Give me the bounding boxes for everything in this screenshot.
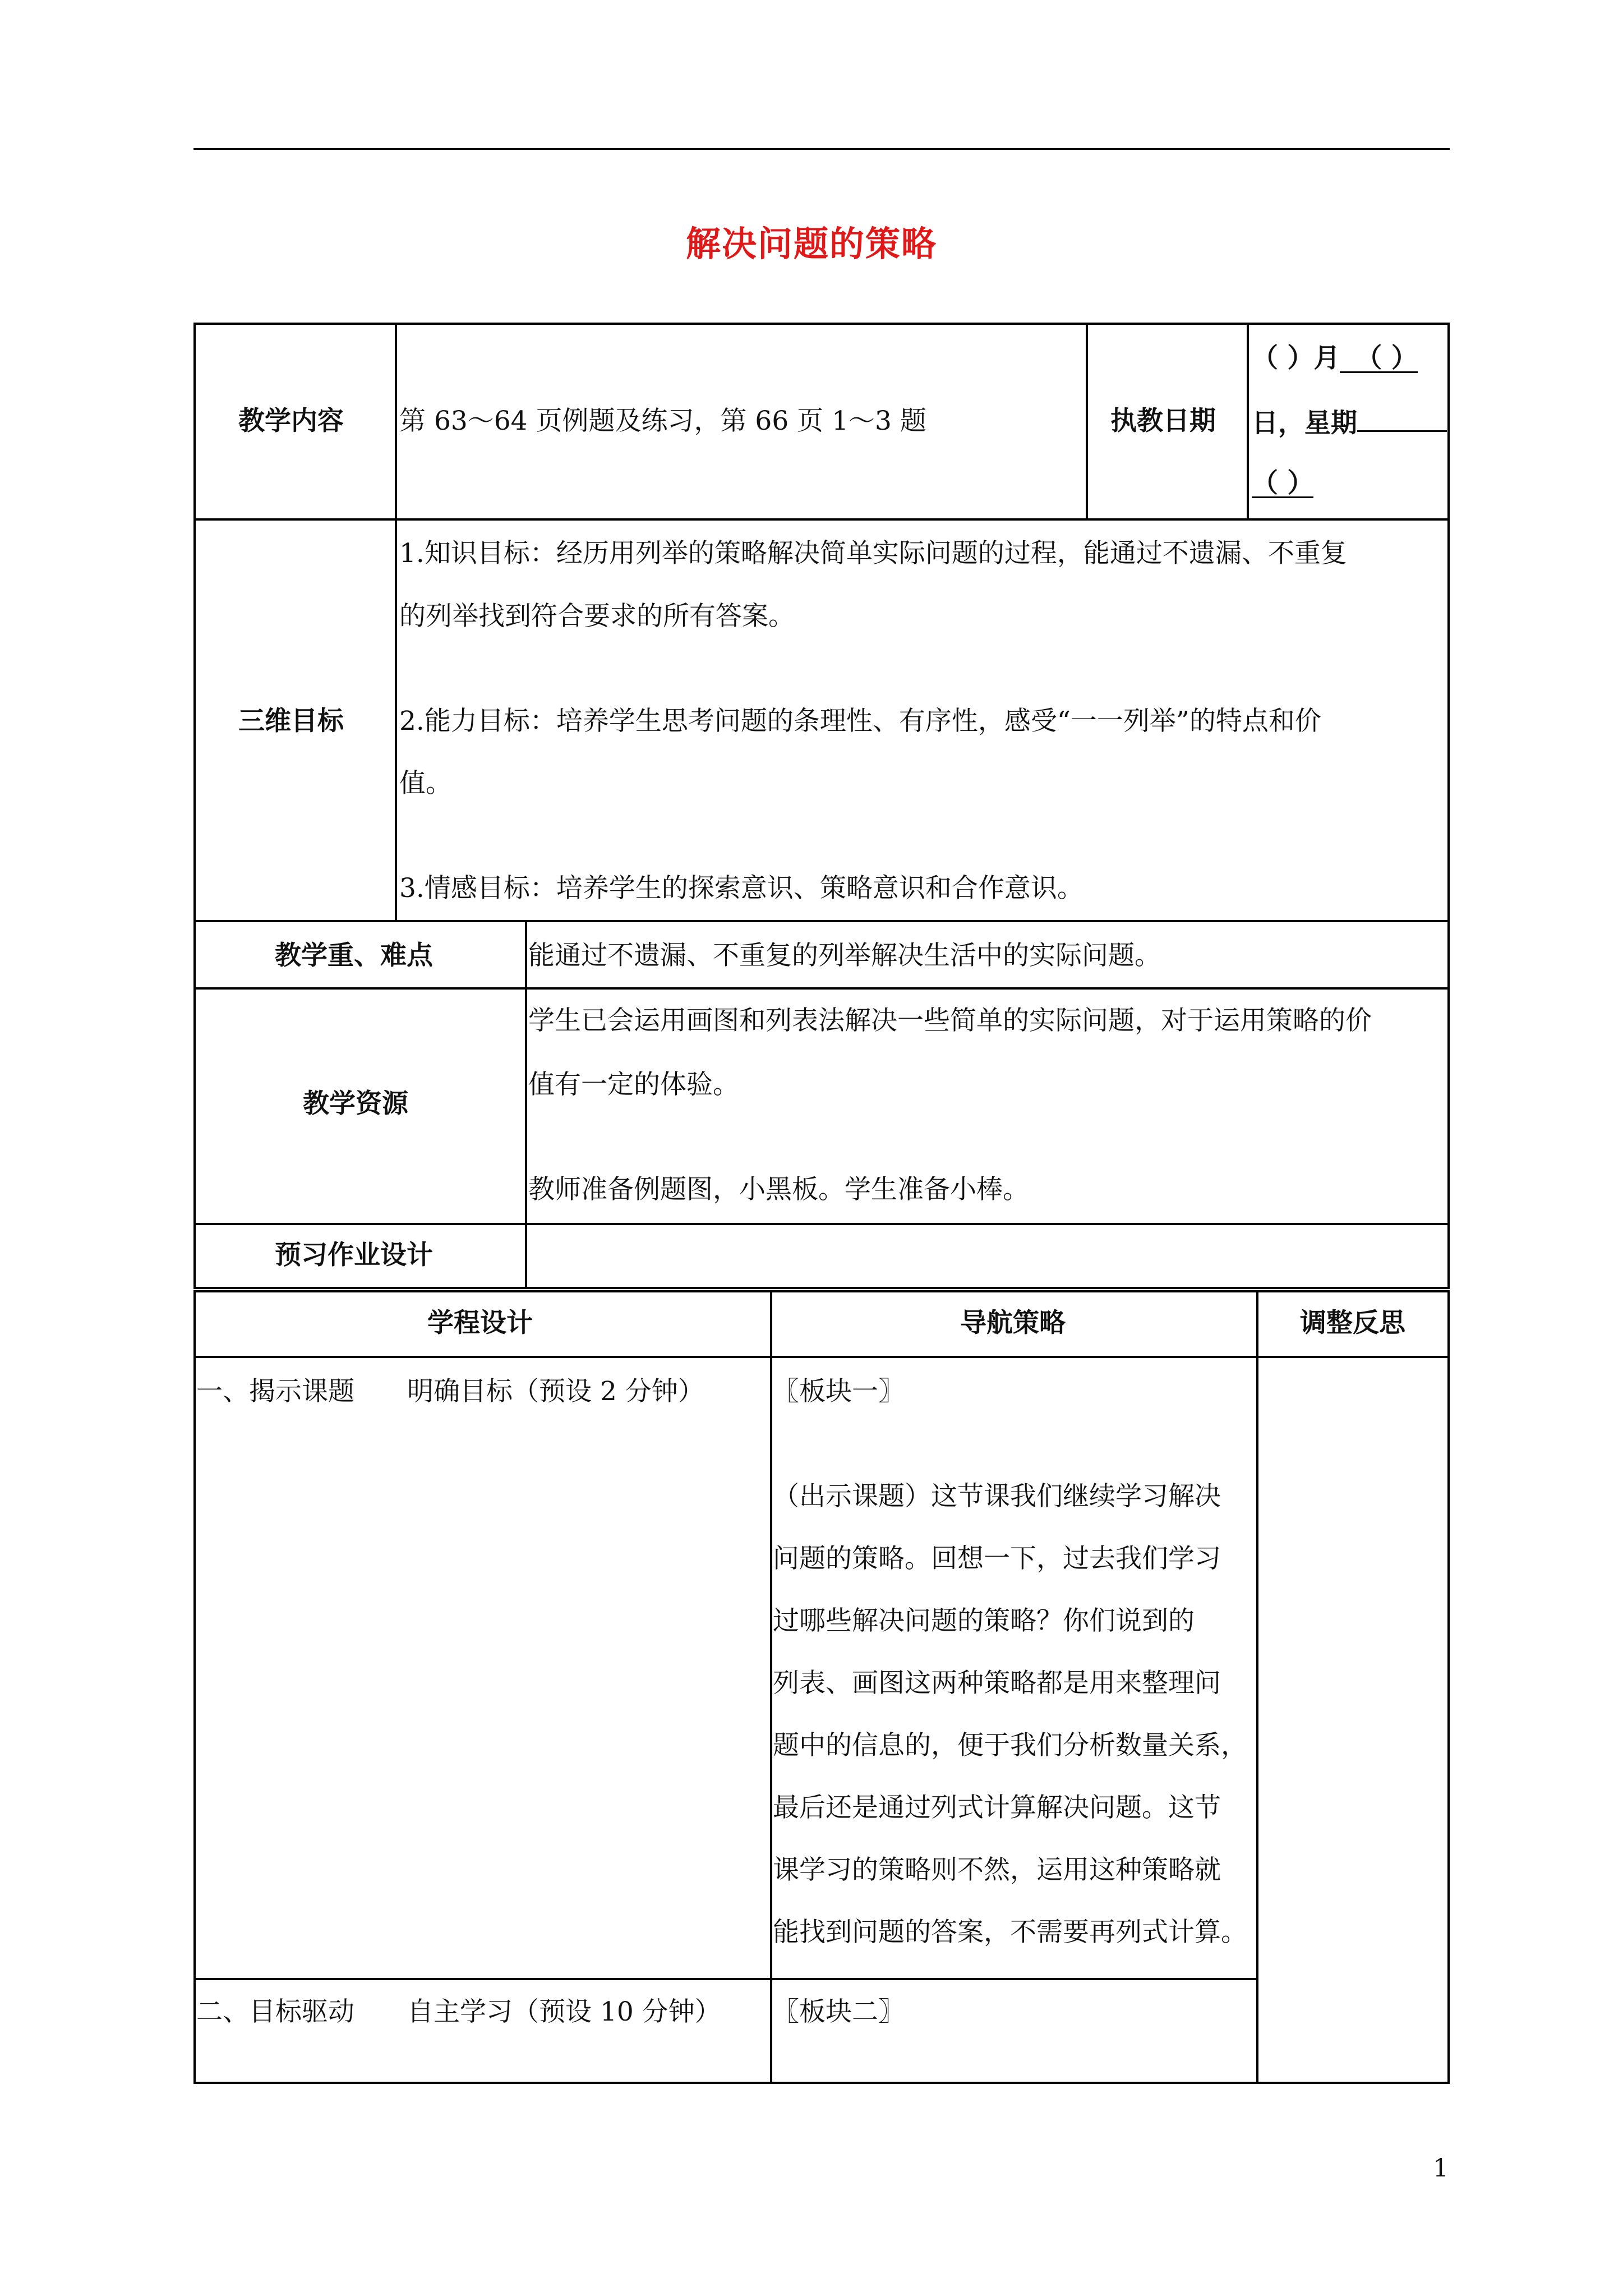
date-weekday-text: 日，星期 bbox=[1252, 408, 1357, 439]
goals-label: 三维目标 bbox=[238, 706, 344, 737]
section2-title: 二、目标驱动 自主学习（预设 10 分钟） bbox=[196, 1996, 721, 2027]
col-header-strategy: 导航策略 bbox=[960, 1308, 1066, 1338]
teaching-content-label: 教学内容 bbox=[238, 406, 344, 436]
section2-block-label: 〖板块二〗 bbox=[773, 1996, 905, 2027]
preview-label: 预习作业设计 bbox=[275, 1240, 433, 1271]
date-weekday-blank bbox=[1357, 408, 1447, 432]
header-rule bbox=[193, 148, 1450, 150]
section1-line2: 问题的策略。回想一下，过去我们学习 bbox=[773, 1543, 1221, 1574]
resources-line2: 值有一定的体验。 bbox=[528, 1069, 739, 1100]
resources-line1: 学生已会运用画图和列表法解决一些简单的实际问题，对于运用策略的价 bbox=[528, 1005, 1372, 1036]
goal-ability-line2: 值。 bbox=[399, 768, 452, 799]
section1-line5: 题中的信息的，便于我们分析数量关系， bbox=[773, 1730, 1247, 1761]
goal-knowledge-line2: 的列举找到符合要求的所有答案。 bbox=[399, 601, 795, 632]
goal-ability-line1: 2.能力目标：培养学生思考问题的条理性、有序性，感受“一一列举”的特点和价 bbox=[399, 706, 1321, 737]
section1-line8: 能找到问题的答案，不需要再列式计算。 bbox=[773, 1917, 1247, 1948]
section1-line6: 最后还是通过列式计算解决问题。这节 bbox=[773, 1792, 1221, 1823]
section1-title: 一、揭示课题 明确目标（预设 2 分钟） bbox=[196, 1376, 704, 1407]
section1-line7: 课学习的策略则不然，运用这种策略就 bbox=[773, 1855, 1221, 1885]
teaching-content-value: 第 63～64 页例题及练习，第 66 页 1～3 题 bbox=[399, 406, 926, 436]
date-weekday-paren bbox=[1252, 470, 1313, 498]
col-header-reflection: 调整反思 bbox=[1300, 1308, 1405, 1338]
page-number: 1 bbox=[1433, 2154, 1449, 2183]
date-weekday-paren-text: （ ） bbox=[1252, 468, 1314, 499]
section1-line3: 过哪些解决问题的策略？你们说到的 bbox=[773, 1605, 1195, 1636]
date-weekday-field bbox=[1252, 408, 1447, 439]
page-title: 解决问题的策略 bbox=[685, 223, 937, 264]
date-month-field bbox=[1252, 345, 1418, 373]
col-header-process: 学程设计 bbox=[427, 1308, 533, 1338]
goal-knowledge-line1: 1.知识目标：经历用列举的策略解决简单实际问题的过程，能通过不遗漏、不重复 bbox=[399, 538, 1347, 569]
section1-line4: 列表、画图这两种策略都是用来整理问 bbox=[773, 1668, 1221, 1699]
key-points-value: 能通过不遗漏、不重复的列举解决生活中的实际问题。 bbox=[528, 940, 1161, 971]
key-points-label: 教学重、难点 bbox=[275, 940, 433, 971]
resources-label: 教学资源 bbox=[303, 1088, 408, 1119]
teaching-date-label: 执教日期 bbox=[1110, 406, 1216, 436]
date-day-blank: （ ） bbox=[1340, 345, 1417, 373]
date-month-text: （ ）月 bbox=[1252, 343, 1340, 374]
section1-block-label: 〖板块一〗 bbox=[773, 1376, 905, 1407]
resources-line3: 教师准备例题图，小黑板。学生准备小棒。 bbox=[528, 1174, 1029, 1205]
goal-emotion: 3.情感目标：培养学生的探索意识、策略意识和合作意识。 bbox=[399, 873, 1083, 904]
section1-line1: （出示课题）这节课我们继续学习解决 bbox=[773, 1481, 1221, 1512]
